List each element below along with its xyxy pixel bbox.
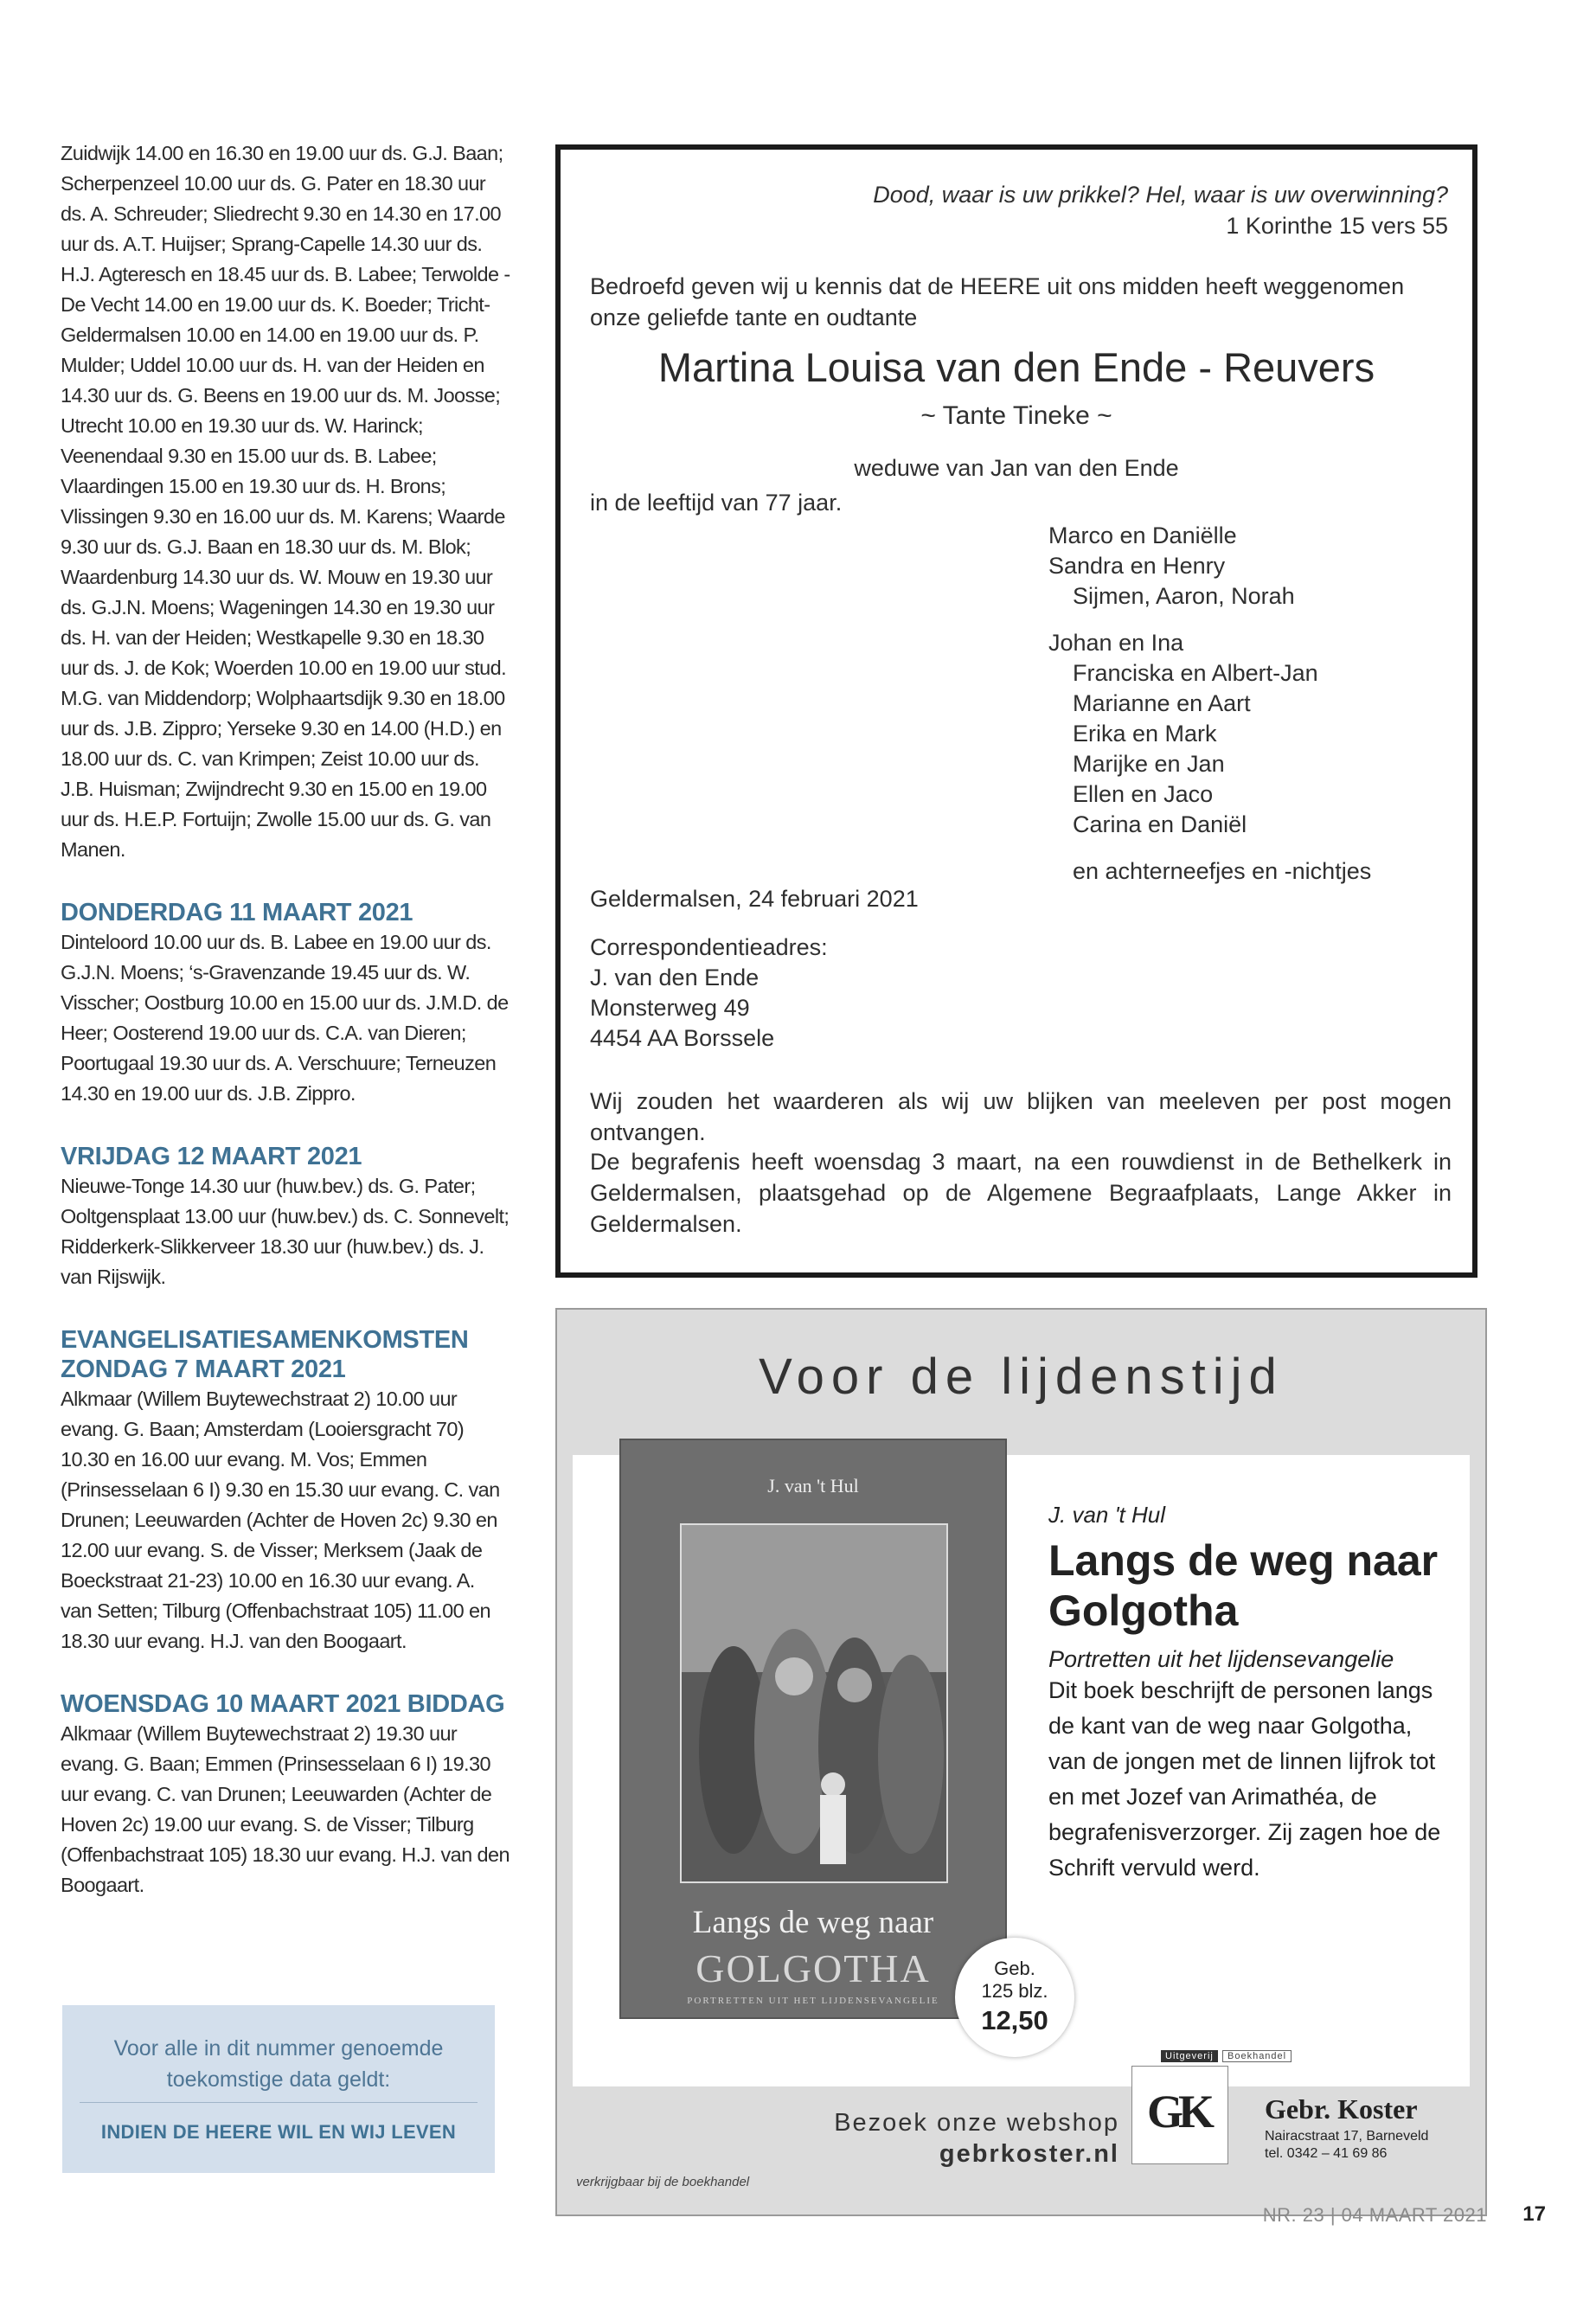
book-cover-image	[621, 1440, 1005, 2017]
section-friday	[61, 1142, 510, 1292]
notice-divider	[80, 2102, 478, 2103]
bible-verse-reference: 1 Korinthe 15 vers 55	[1226, 213, 1448, 239]
family-member: Carina en Daniël	[1073, 811, 1247, 837]
cover-illustration	[680, 1523, 948, 1883]
publisher-street: Nairacstraat 17, Barneveld	[1265, 2129, 1429, 2144]
ad-title: Voor de lijdenstijd	[759, 1349, 1284, 1405]
future-dates-notice	[62, 2005, 495, 2173]
book-author: J. van 't Hul	[1048, 1502, 1166, 1528]
bible-verse: Dood, waar is uw prikkel? Hel, waar is uw overwinning?	[873, 182, 1448, 208]
logo-monogram: GK	[1147, 2086, 1210, 2138]
obituary-box	[555, 144, 1477, 1278]
correspondence-name: J. van den Ende	[590, 965, 760, 990]
correspondence-street: Monsterweg 49	[590, 995, 750, 1021]
widow-of: weduwe van Jan van den Ende	[854, 455, 1179, 481]
section-prayer-day	[61, 1689, 510, 1900]
family-member: Johan en Ina	[1048, 630, 1184, 656]
family-member: Sandra en Henry	[1048, 553, 1226, 579]
cover-subtitle: PORTRETTEN UIT HET LIJDENSEVANGELIE	[687, 1996, 939, 2006]
closing-funeral: De begrafenis heeft woensdag 3 maart, na een rouwdienst in de Bethelkerk in Geldermalsen, plaatsgehad op de Algemene Begraafplaats, Lange Akker in Geldermalsen.	[590, 1149, 1452, 1237]
publisher-phone: tel. 0342 – 41 69 86	[1265, 2146, 1388, 2161]
issue-footer: NR. 23 | 04 MAART 2021	[1262, 2204, 1487, 2226]
section-heading: DONDERDAG 11 MAART 2021	[61, 899, 413, 926]
section-body: Alkmaar (Willem Buytewechstraat 2) 19.30 uur evang. G. Baan; Emmen (Prinsesselaan 6 I) 19.30 uur evang. C. van Drunen; Leeuwarden (Achter de Hoven 2c) 19.00 uur evang. S. de Visser; Tilburg (Offenbachstraat 105) 18.30 uur evang. H.J. van den Boogaart.	[61, 1722, 510, 1896]
publisher-name: Gebr. Koster	[1265, 2093, 1418, 2125]
closing-request: Wij zouden het waarderen als wij uw blijken van meeleven per post mogen ontvangen.	[590, 1088, 1452, 1145]
price-badge	[955, 1938, 1074, 2057]
page-number: 17	[1522, 2202, 1546, 2226]
family-member: Marco en Daniëlle	[1048, 522, 1237, 548]
section-body: Alkmaar (Willem Buytewechstraat 2) 10.00 uur evang. G. Baan; Amsterdam (Looiersgracht 70) 10.30 en 16.00 uur evang. M. Vos; Emmen (Prinsesselaan 6 I) 9.30 en 15.30 uur evang. C. van Drunen; Leeuwarden (Achter de Hoven 2c) 9.30 en 12.00 uur evang. S. de Visser; Merksem (Jaak de Boeckstraat 21-23) 10.00 en 16.30 uur evang. A. van Setten; Tilburg (Offenbachstraat 105) 11.00 en 18.30 uur evang. H.J. van den Boogaart.	[61, 1388, 500, 1652]
price-binding: Geb.	[994, 1958, 1035, 1979]
section-thursday	[61, 898, 510, 1109]
section-evangelisation	[61, 1325, 510, 1657]
family-extra: en achterneefjes en -nichtjes	[1073, 858, 1372, 884]
section-heading: VRIJDAG 12 MAART 2021	[61, 1143, 362, 1170]
publisher-address	[1265, 2128, 1428, 2163]
price-pages: 125 blz.	[981, 1980, 1048, 2002]
deceased-age: in de leeftijd van 77 jaar.	[590, 490, 843, 516]
notice-emphasis: INDIEN DE HEERE WIL EN WIJ LEVEN	[100, 2121, 457, 2143]
price-amount: 12,50	[981, 2005, 1048, 2035]
place-date: Geldermalsen, 24 februari 2021	[590, 886, 919, 912]
webshop-label: Bezoek onze webshop	[834, 2109, 1119, 2137]
cover-title-line1: Langs de weg naar	[692, 1905, 934, 1940]
section-body: Nieuwe-Tonge 14.30 uur (huw.bev.) ds. G. Pater; Ooltgensplaat 13.00 uur (huw.bev.) ds. C. Sonnevelt; Ridderkerk-Slikkerveer 18.30 uur (huw.bev.) ds. J. van Rijswijk.	[61, 1175, 510, 1288]
notice-text: Voor alle in dit nummer genoemde toekomstige data geldt:	[113, 2036, 444, 2092]
section-body: Dinteloord 10.00 uur ds. B. Labee en 19.00 uur ds. G.J.N. Moens; ‘s-Gravenzande 19.45 uur ds. W. Visscher; Oostburg 10.00 en 15.00 uur ds. J.M.D. de Heer; Oosterend 19.00 uur ds. C.A. van Dieren; Poortugaal 19.30 uur ds. A. Verschuure; Terneuzen 14.30 en 19.00 uur ds. J.B. Zippro.	[61, 931, 509, 1105]
family-member: Ellen en Jaco	[1073, 781, 1214, 807]
book-description: Dit boek beschrijft de personen langs de kant van de weg naar Golgotha, van de jongen met de linnen lijfrok tot en met Jozef van Arimathéa, de begrafenisverzorger. Zij zagen hoe de Schrift vervuld werd.	[1048, 1677, 1441, 1881]
deceased-nickname: ~ Tante Tineke ~	[920, 401, 1112, 430]
correspondence-label: Correspondentieadres:	[590, 934, 828, 960]
family-member: Marijke en Jan	[1073, 751, 1225, 777]
book-advertisement	[555, 1308, 1487, 2216]
section-heading: WOENSDAG 10 MAART 2021 BIDDAG	[61, 1690, 505, 1718]
book-details	[1048, 1502, 1446, 1886]
family-member: Franciska en Albert-Jan	[1073, 660, 1318, 686]
obituary-announcement: Bedroefd geven wij u kennis dat de HEERE uit ons midden heeft weggenomen onze geliefde tante en oudtante	[590, 273, 1405, 330]
logo-tag-bookshop: Boekhandel	[1222, 2050, 1292, 2062]
family-member: Marianne en Aart	[1073, 690, 1251, 716]
cover-author: J. van 't Hul	[767, 1475, 859, 1497]
deceased-name: Martina Louisa van den Ende - Reuvers	[657, 344, 1375, 390]
publisher-logo	[1131, 2050, 1469, 2163]
book-title: Langs de weg naar Golgotha	[1048, 1536, 1439, 1635]
logo-tag-publisher: Uitgeverij	[1161, 2050, 1218, 2062]
family-member: Erika en Mark	[1073, 721, 1217, 747]
correspondence-postal: 4454 AA Borssele	[590, 1025, 775, 1051]
services-intro: Zuidwijk 14.00 en 16.30 en 19.00 uur ds. G.J. Baan; Scherpenzeel 10.00 uur ds. G. Pater en 18.30 uur ds. A. Schreuder; Sliedrecht 9.30 en 14.30 en 17.00 uur ds. A.T. Huijser; Sprang-Capelle 14.30 uur ds. H.J. Agteresch en 18.45 uur ds. B. Labee; Terwolde - De Vecht 14.00 en 19.00 uur ds. K. Boeder; Tricht-Geldermalsen 10.00 en 14.00 en 19.00 uur ds. P. Mulder; Uddel 10.00 uur ds. H. van der Heiden en 14.30 uur ds. G. Beens en 19.00 uur ds. M. Joosse; Utrecht 10.00 en 19.30 uur ds. W. Harinck; Veenendaal 9.30 en 15.00 uur ds. B. Labee; Vlaardingen 15.00 en 19.30 uur ds. H. Brons; Vlissingen 9.30 en 16.00 uur ds. M. Karens; Waarde 9.30 uur ds. G.J. Baan en 18.30 uur ds. M. Blok; Waardenburg 14.30 uur ds. W. Mouw en 19.30 uur ds. G.J.N. Moens; Wageningen 14.30 en 19.30 uur ds. H. van der Heiden; Westkapelle 9.30 en 18.30 uur ds. J. de Kok; Woerden 10.00 en 19.00 uur stud. M.G. van Middendorp; Wolphaartsdijk 9.30 en 18.00 uur ds. J.B. Zippro; Yerseke 9.30 en 14.00 (H.D.) en 18.00 uur ds. C. van Krimpen; Zeist 10.00 uur ds. J.B. Huisman; Zwijndrecht 9.30 en 15.00 en 19.00 uur ds. H.E.P. Fortuijn; Zwolle 15.00 uur ds. G. van Manen.	[61, 142, 510, 861]
availability-note: verkrijgbaar bij de boekhandel	[576, 2175, 750, 2189]
book-subtitle: Portretten uit het lijdensevangelie	[1048, 1646, 1394, 1672]
family-member: Sijmen, Aaron, Norah	[1073, 583, 1295, 609]
section-heading: EVANGELISATIESAMENKOMSTEN ZONDAG 7 MAART 2021	[61, 1326, 469, 1383]
cover-title-line2: GOLGOTHA	[695, 1946, 931, 1990]
webshop-link[interactable]: gebrkoster.nl	[939, 2140, 1119, 2168]
church-services-column	[61, 138, 510, 1900]
